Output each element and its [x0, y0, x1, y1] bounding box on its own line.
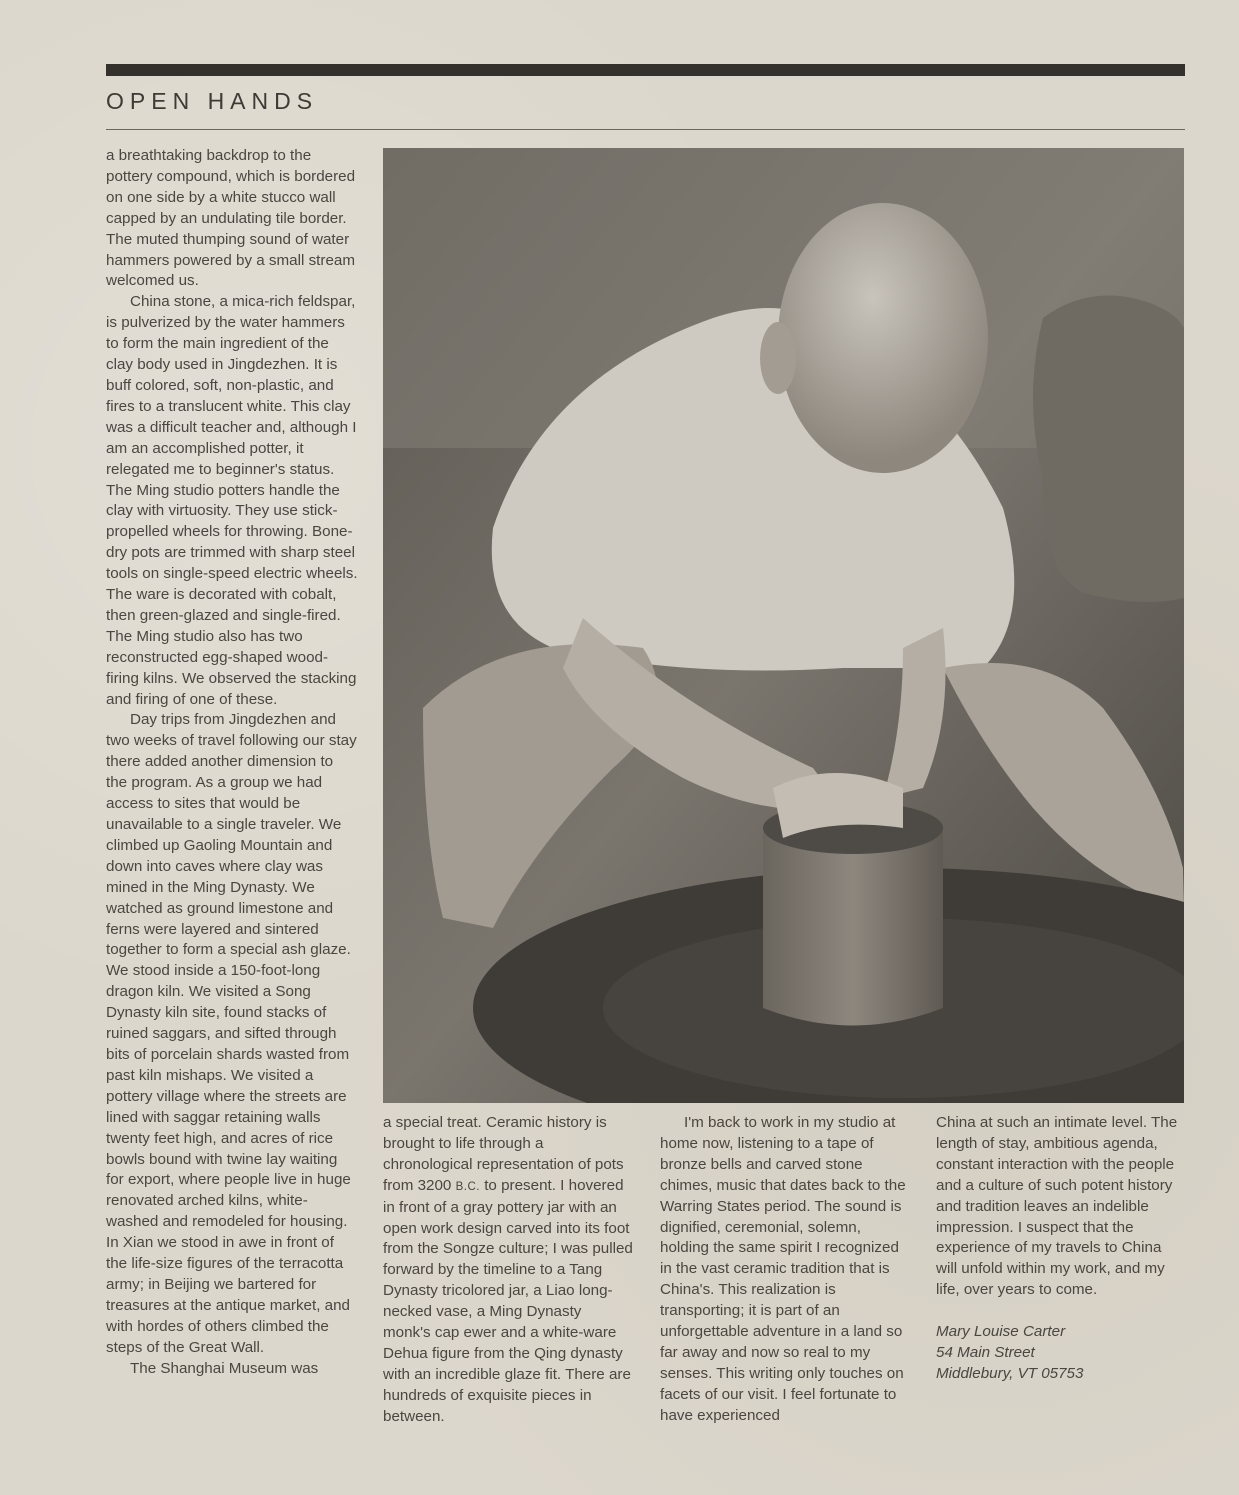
author-name: Mary Louise Carter [936, 1323, 1066, 1341]
column1-paragraph-1: a breathtaking backdrop to the pottery compound, which is bordered on one side by a white stucco wall capped by an undulating tile border. The muted thumping sound of water hammers powered by a small stream welcomed us. [106, 147, 356, 290]
article-column-2 [383, 1113, 633, 1428]
column3-paragraph: I'm back to work in my studio at home now, listening to a tape of bronze bells and carved stone chimes, music that dates back to the Warring States period. The sound is dignified, ceremonial, solemn, holding the same spirit I recognized in the vast ceramic tradition that is China's. This realization is transporting; it is part of an unforgettable adventure in a land so far away and now so real to my senses. This writing only touches on facets of our visit. I feel fortunate to have experienced [660, 1114, 906, 1424]
title-underline [106, 129, 1185, 130]
article-column-3 [660, 1113, 910, 1427]
column1-paragraph-3: Day trips from Jingdezhen and two weeks of travel following our stay there added another dimension to the program. As a group we had access to sites that would be unavailable to a single traveler. We climbed up Gaoling Mountain and down into caves where clay was mined in the Ming Dynasty. We watched as ground limestone and ferns were layered and sintered together to form a special ash glaze. We stood inside a 150-foot-long dragon kiln. We visited a Song Dynasty kiln site, found stacks of ruined saggars, and sifted through bits of porcelain shards wasted from past kiln mishaps. We visited a pottery village where the streets are lined with saggar retaining walls twenty feet high, and acres of rice bowls bound with twine lay waiting for export, where people live in huge renovated arched kilns, white-washed and remodeled for housing. In Xian we stood in awe in front of the life-size figures of the terracotta army; in Beijing we bartered for treasures at the antique market, and with hordes of others climbed the steps of the Great Wall. [106, 711, 357, 1356]
photo-illustration [383, 148, 1184, 1103]
author-signature [936, 1322, 1186, 1385]
column2-text-b: to present. I hovered in front of a gray pottery jar with an open work design carved into its foot from the Songze culture; I was pulled forward by the timeline to a Tang Dynasty tricolored jar, a Liao long-necked vase, a Ming Dynasty monk's cap ewer and a white-ware Dehua figure from the Qing dynasty with an incredible glaze fit. There are hundreds of exquisite pieces in between. [383, 1176, 633, 1425]
section-title: OPEN HANDS [106, 88, 319, 114]
column2-paragraph [383, 1113, 633, 1428]
column1-paragraph-2: China stone, a mica-rich feldspar, is pulverized by the water hammers to form the main ingredient of the clay body used in Jingdezhen. It is buff colored, soft, non-plastic, and fires to a translucent white. This clay was a difficult teacher and, although I am an accomplished potter, it relegated me to beginner's status. The Ming studio potters handle the clay with virtuosity. They use stick-propelled wheels for throwing. Bone-dry pots are trimmed with sharp steel tools on single-speed electric wheels. The ware is decorated with cobalt, then green-glazed and single-fired. The Ming studio also has two reconstructed egg-shaped wood-firing kilns. We observed the stacking and firing of one of these. [106, 293, 358, 708]
era-abbreviation: B.C. [455, 1180, 480, 1193]
article-column-1 [106, 146, 358, 1379]
header-rule-bar [106, 64, 1185, 76]
column4-paragraph: China at such an intimate level. The length of stay, ambitious agenda, constant interaction with the people and a culture of such potent history and tradition leaves an indelible impression. I suspect that the experience of my travels to China will unfold within my work, and my life, over years to come. [936, 1114, 1178, 1299]
potter-at-wheel-photo [383, 148, 1184, 1103]
column1-paragraph-4: The Shanghai Museum was [130, 1359, 319, 1377]
article-column-4 [936, 1113, 1186, 1385]
author-city: Middlebury, VT 05753 [936, 1364, 1084, 1382]
column2-text-a: a special treat. Ceramic history is brought to life through a chronological representation of pots from 3200 [383, 1114, 624, 1194]
author-street: 54 Main Street [936, 1344, 1035, 1362]
